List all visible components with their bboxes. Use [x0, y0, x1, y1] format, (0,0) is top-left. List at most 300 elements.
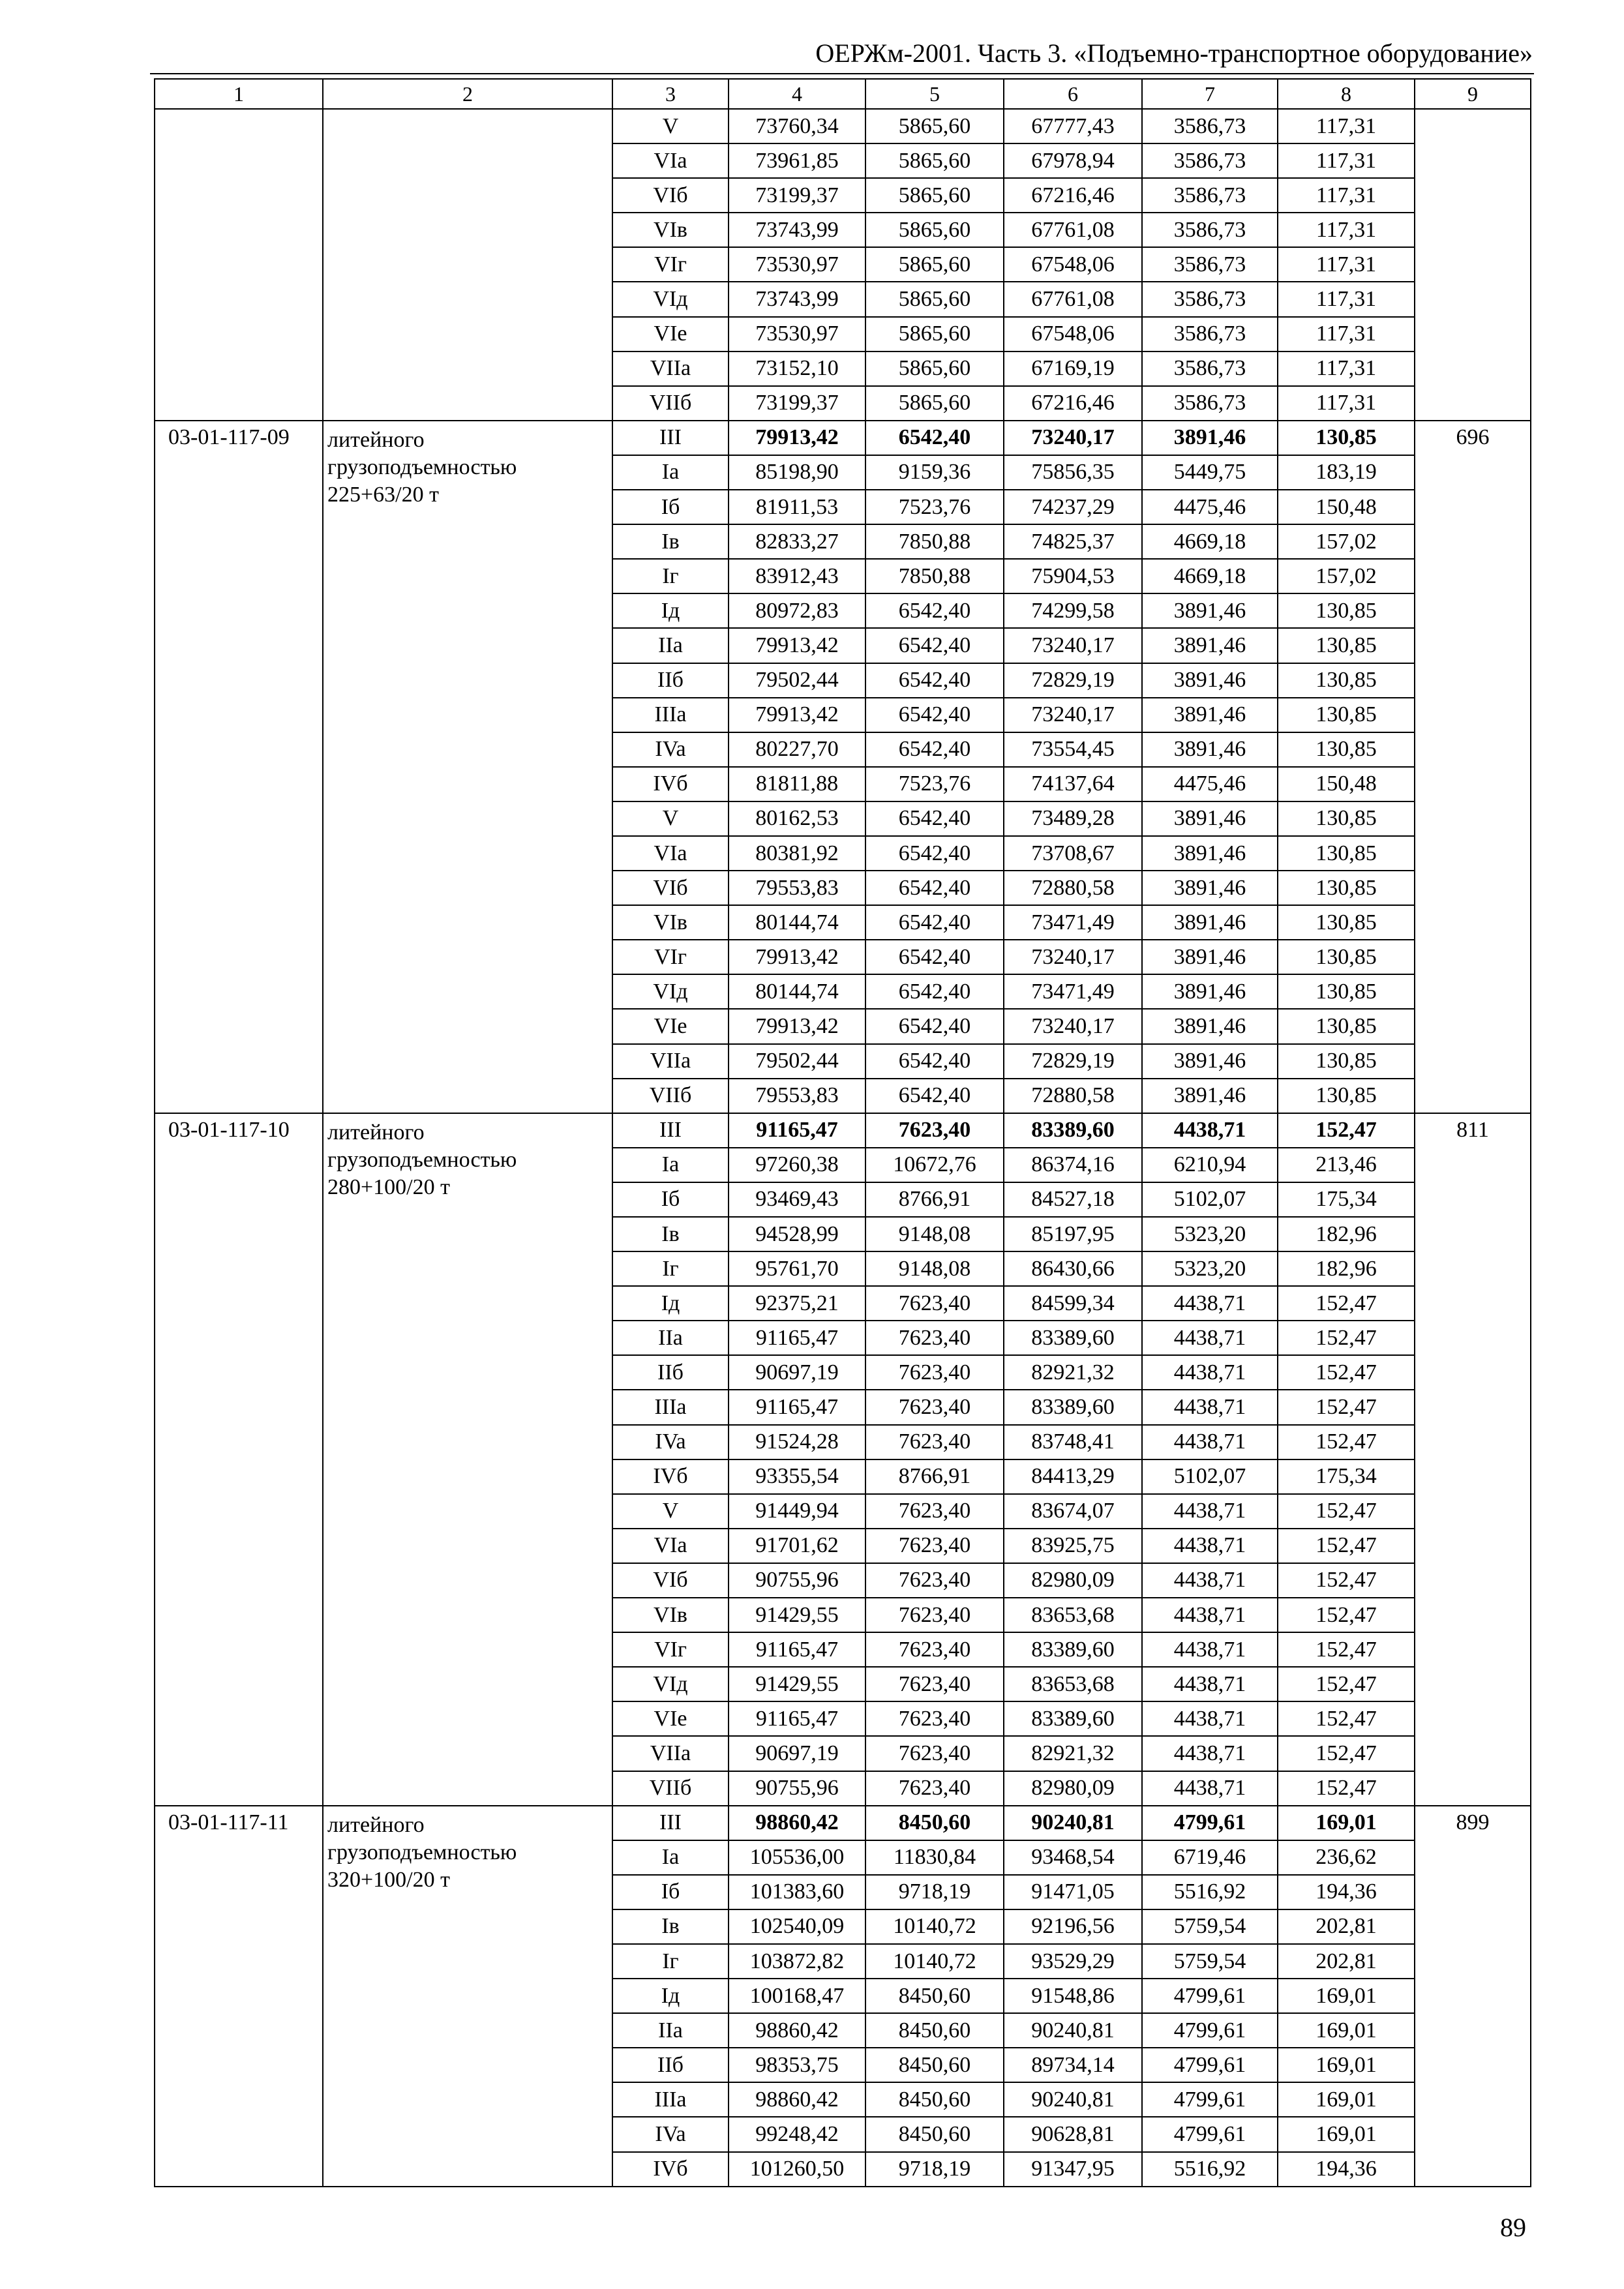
value-cell: 86374,16 [1004, 1148, 1142, 1182]
value-cell: 91429,55 [729, 1598, 865, 1632]
value-cell: 84599,34 [1004, 1286, 1142, 1321]
value-cell: 79913,42 [729, 421, 865, 455]
region-group-cell: IIIa [612, 2082, 729, 2117]
region-group-cell: Ia [612, 455, 729, 490]
value-cell: 79913,42 [729, 940, 865, 974]
value-cell: 3586,73 [1142, 352, 1278, 386]
region-group-cell: VIг [612, 1632, 729, 1667]
value-cell: 4799,61 [1142, 2082, 1278, 2117]
value-cell: 9148,08 [865, 1217, 1004, 1251]
value-cell: 5323,20 [1142, 1217, 1278, 1251]
region-group-cell: Iв [612, 524, 729, 559]
labor-norm-cell [1415, 109, 1531, 421]
value-cell: 6542,40 [865, 593, 1004, 628]
value-cell: 7850,88 [865, 524, 1004, 559]
region-group-cell: Iд [612, 1286, 729, 1321]
region-group-cell: Iв [612, 1217, 729, 1251]
value-cell: 130,85 [1278, 905, 1415, 940]
value-cell: 74237,29 [1004, 490, 1142, 524]
value-cell: 84527,18 [1004, 1182, 1142, 1217]
value-cell: 79913,42 [729, 628, 865, 663]
value-cell: 4475,46 [1142, 767, 1278, 801]
value-cell: 3586,73 [1142, 317, 1278, 352]
value-cell: 91524,28 [729, 1425, 865, 1459]
value-cell: 4438,71 [1142, 1632, 1278, 1667]
value-cell: 73554,45 [1004, 732, 1142, 767]
value-cell: 5865,60 [865, 317, 1004, 352]
region-group-cell: VIв [612, 905, 729, 940]
value-cell: 117,31 [1278, 143, 1415, 178]
value-cell: 74825,37 [1004, 524, 1142, 559]
value-cell: 169,01 [1278, 2048, 1415, 2082]
value-cell: 93355,54 [729, 1459, 865, 1494]
value-cell: 7623,40 [865, 1736, 1004, 1771]
region-group-cell: Iб [612, 1182, 729, 1217]
value-cell: 236,62 [1278, 1840, 1415, 1875]
region-group-cell: IIб [612, 2048, 729, 2082]
value-cell: 73743,99 [729, 282, 865, 316]
value-cell: 72829,19 [1004, 663, 1142, 698]
value-cell: 130,85 [1278, 421, 1415, 455]
region-group-cell: IVб [612, 767, 729, 801]
region-group-cell: VIб [612, 178, 729, 213]
value-cell: 67169,19 [1004, 352, 1142, 386]
value-cell: 73489,28 [1004, 801, 1142, 836]
region-group-cell: V [612, 801, 729, 836]
value-cell: 4438,71 [1142, 1598, 1278, 1632]
value-cell: 90697,19 [729, 1355, 865, 1390]
region-group-cell: Iг [612, 1251, 729, 1286]
value-cell: 83389,60 [1004, 1632, 1142, 1667]
value-cell: 6542,40 [865, 1079, 1004, 1113]
value-cell: 73530,97 [729, 317, 865, 352]
value-cell: 7623,40 [865, 1355, 1004, 1390]
value-cell: 79553,83 [729, 871, 865, 905]
region-group-cell: VIг [612, 247, 729, 282]
value-cell: 3891,46 [1142, 698, 1278, 732]
value-cell: 10672,76 [865, 1148, 1004, 1182]
value-cell: 130,85 [1278, 1079, 1415, 1113]
region-group-cell: IIa [612, 2013, 729, 2048]
region-group-cell: III [612, 1806, 729, 1840]
value-cell: 3586,73 [1142, 386, 1278, 421]
value-cell: 157,02 [1278, 559, 1415, 593]
region-group-cell: IIIa [612, 698, 729, 732]
value-cell: 90755,96 [729, 1563, 865, 1598]
value-cell: 5865,60 [865, 386, 1004, 421]
value-cell: 105536,00 [729, 1840, 865, 1875]
value-cell: 6542,40 [865, 628, 1004, 663]
value-cell: 4438,71 [1142, 1355, 1278, 1390]
value-cell: 7623,40 [865, 1390, 1004, 1424]
region-group-cell: IIб [612, 1355, 729, 1390]
value-cell: 99248,42 [729, 2117, 865, 2151]
value-cell: 83653,68 [1004, 1598, 1142, 1632]
value-cell: 75904,53 [1004, 559, 1142, 593]
value-cell: 90697,19 [729, 1736, 865, 1771]
value-cell: 117,31 [1278, 109, 1415, 143]
value-cell: 3891,46 [1142, 663, 1278, 698]
value-cell: 83674,07 [1004, 1494, 1142, 1529]
value-cell: 4799,61 [1142, 2013, 1278, 2048]
value-cell: 130,85 [1278, 836, 1415, 871]
region-group-cell: IIIa [612, 1390, 729, 1424]
value-cell: 73240,17 [1004, 940, 1142, 974]
region-group-cell: VIe [612, 1701, 729, 1736]
value-cell: 5865,60 [865, 352, 1004, 386]
labor-norm-cell: 899 [1415, 1806, 1531, 2187]
region-group-cell: VIв [612, 1598, 729, 1632]
rate-code-cell: 03-01-117-11 [155, 1806, 323, 2187]
value-cell: 3891,46 [1142, 871, 1278, 905]
value-cell: 91165,47 [729, 1632, 865, 1667]
region-group-cell: IVб [612, 2152, 729, 2187]
value-cell: 5865,60 [865, 247, 1004, 282]
region-group-cell: IVa [612, 1425, 729, 1459]
value-cell: 7623,40 [865, 1563, 1004, 1598]
value-cell: 202,81 [1278, 1909, 1415, 1944]
region-group-cell: V [612, 1494, 729, 1529]
value-cell: 6210,94 [1142, 1148, 1278, 1182]
value-cell: 7623,40 [865, 1494, 1004, 1529]
value-cell: 157,02 [1278, 524, 1415, 559]
value-cell: 81811,88 [729, 767, 865, 801]
value-cell: 89734,14 [1004, 2048, 1142, 2082]
value-cell: 90240,81 [1004, 2082, 1142, 2117]
value-cell: 4438,71 [1142, 1425, 1278, 1459]
region-group-cell: VIe [612, 317, 729, 352]
document-header: ОЕРЖм-2001. Часть 3. «Подъемно-транспортное оборудование» [815, 38, 1533, 68]
value-cell: 79553,83 [729, 1079, 865, 1113]
value-cell: 152,47 [1278, 1355, 1415, 1390]
value-cell: 183,19 [1278, 455, 1415, 490]
value-cell: 9159,36 [865, 455, 1004, 490]
value-cell: 90240,81 [1004, 2013, 1142, 2048]
value-cell: 7623,40 [865, 1425, 1004, 1459]
value-cell: 3891,46 [1142, 732, 1278, 767]
table-body [155, 109, 1531, 2187]
value-cell: 4438,71 [1142, 1286, 1278, 1321]
region-group-cell: VIд [612, 1667, 729, 1701]
value-cell: 91165,47 [729, 1321, 865, 1355]
value-cell: 90628,81 [1004, 2117, 1142, 2151]
region-group-cell: VIe [612, 1009, 729, 1043]
value-cell: 8766,91 [865, 1182, 1004, 1217]
value-cell: 4799,61 [1142, 2117, 1278, 2151]
value-cell: 6542,40 [865, 905, 1004, 940]
value-cell: 91165,47 [729, 1701, 865, 1736]
value-cell: 83389,60 [1004, 1113, 1142, 1148]
price-table [154, 78, 1531, 2187]
value-cell: 10140,72 [865, 1909, 1004, 1944]
column-header: 5 [865, 79, 1004, 109]
value-cell: 67777,43 [1004, 109, 1142, 143]
value-cell: 80144,74 [729, 974, 865, 1009]
region-group-cell: VIг [612, 940, 729, 974]
rate-code-cell: 03-01-117-10 [155, 1113, 323, 1806]
value-cell: 9718,19 [865, 2152, 1004, 2187]
value-cell: 98353,75 [729, 2048, 865, 2082]
value-cell: 4438,71 [1142, 1736, 1278, 1771]
value-cell: 8450,60 [865, 2048, 1004, 2082]
value-cell: 3586,73 [1142, 143, 1278, 178]
value-cell: 93468,54 [1004, 1840, 1142, 1875]
value-cell: 7623,40 [865, 1632, 1004, 1667]
value-cell: 73240,17 [1004, 628, 1142, 663]
value-cell: 130,85 [1278, 628, 1415, 663]
value-cell: 5102,07 [1142, 1459, 1278, 1494]
value-cell: 5516,92 [1142, 1875, 1278, 1909]
value-cell: 73240,17 [1004, 698, 1142, 732]
value-cell: 73199,37 [729, 386, 865, 421]
value-cell: 152,47 [1278, 1425, 1415, 1459]
value-cell: 67216,46 [1004, 386, 1142, 421]
region-group-cell: III [612, 1113, 729, 1148]
region-group-cell: VIIa [612, 1736, 729, 1771]
value-cell: 5865,60 [865, 282, 1004, 316]
value-cell: 102540,09 [729, 1909, 865, 1944]
value-cell: 67216,46 [1004, 178, 1142, 213]
value-cell: 3891,46 [1142, 593, 1278, 628]
value-cell: 182,96 [1278, 1251, 1415, 1286]
equipment-name-cell: литейного грузоподъемностью 320+100/20 т [323, 1806, 612, 2187]
value-cell: 82921,32 [1004, 1736, 1142, 1771]
value-cell: 4438,71 [1142, 1390, 1278, 1424]
region-group-cell: Iв [612, 1909, 729, 1944]
value-cell: 130,85 [1278, 940, 1415, 974]
region-group-cell: VIд [612, 282, 729, 316]
value-cell: 98860,42 [729, 2013, 865, 2048]
value-cell: 80972,83 [729, 593, 865, 628]
value-cell: 6542,40 [865, 1009, 1004, 1043]
column-header: 2 [323, 79, 612, 109]
value-cell: 7623,40 [865, 1701, 1004, 1736]
value-cell: 202,81 [1278, 1944, 1415, 1979]
value-cell: 82921,32 [1004, 1355, 1142, 1390]
region-group-cell: V [612, 109, 729, 143]
value-cell: 8766,91 [865, 1459, 1004, 1494]
value-cell: 8450,60 [865, 2082, 1004, 2117]
value-cell: 8450,60 [865, 1979, 1004, 2013]
value-cell: 7523,76 [865, 490, 1004, 524]
value-cell: 97260,38 [729, 1148, 865, 1182]
value-cell: 73743,99 [729, 213, 865, 247]
value-cell: 74137,64 [1004, 767, 1142, 801]
region-group-cell: IIб [612, 663, 729, 698]
value-cell: 7623,40 [865, 1667, 1004, 1701]
value-cell: 80162,53 [729, 801, 865, 836]
value-cell: 73471,49 [1004, 974, 1142, 1009]
value-cell: 6542,40 [865, 698, 1004, 732]
value-cell: 150,48 [1278, 767, 1415, 801]
value-cell: 152,47 [1278, 1286, 1415, 1321]
value-cell: 6542,40 [865, 836, 1004, 871]
value-cell: 73152,10 [729, 352, 865, 386]
column-header: 1 [155, 79, 323, 109]
value-cell: 117,31 [1278, 352, 1415, 386]
equipment-name-cell: литейного грузоподъемностью 225+63/20 т [323, 421, 612, 1113]
region-group-cell: Iг [612, 559, 729, 593]
value-cell: 3586,73 [1142, 178, 1278, 213]
value-cell: 9718,19 [865, 1875, 1004, 1909]
value-cell: 169,01 [1278, 1979, 1415, 2013]
rate-code-cell: 03-01-117-09 [155, 421, 323, 1113]
value-cell: 130,85 [1278, 974, 1415, 1009]
value-cell: 79502,44 [729, 663, 865, 698]
value-cell: 9148,08 [865, 1251, 1004, 1286]
region-group-cell: VIIa [612, 352, 729, 386]
value-cell: 101260,50 [729, 2152, 865, 2187]
value-cell: 6542,40 [865, 663, 1004, 698]
value-cell: 73530,97 [729, 247, 865, 282]
value-cell: 5449,75 [1142, 455, 1278, 490]
value-cell: 7850,88 [865, 559, 1004, 593]
value-cell: 100168,47 [729, 1979, 865, 2013]
value-cell: 84413,29 [1004, 1459, 1142, 1494]
column-header: 3 [612, 79, 729, 109]
header-rule [150, 73, 1534, 74]
value-cell: 117,31 [1278, 386, 1415, 421]
value-cell: 67548,06 [1004, 247, 1142, 282]
value-cell: 93529,29 [1004, 1944, 1142, 1979]
value-cell: 83912,43 [729, 559, 865, 593]
value-cell: 90240,81 [1004, 1806, 1142, 1840]
value-cell: 130,85 [1278, 1044, 1415, 1079]
value-cell: 3891,46 [1142, 1009, 1278, 1043]
value-cell: 130,85 [1278, 732, 1415, 767]
value-cell: 4438,71 [1142, 1771, 1278, 1806]
region-group-cell: Iд [612, 593, 729, 628]
value-cell: 73240,17 [1004, 421, 1142, 455]
value-cell: 4799,61 [1142, 1979, 1278, 2013]
region-group-cell: Iб [612, 490, 729, 524]
value-cell: 5865,60 [865, 143, 1004, 178]
value-cell: 152,47 [1278, 1529, 1415, 1563]
value-cell: 91548,86 [1004, 1979, 1142, 2013]
value-cell: 152,47 [1278, 1667, 1415, 1701]
value-cell: 4438,71 [1142, 1321, 1278, 1355]
value-cell: 3586,73 [1142, 282, 1278, 316]
value-cell: 11830,84 [865, 1840, 1004, 1875]
value-cell: 79502,44 [729, 1044, 865, 1079]
value-cell: 7623,40 [865, 1598, 1004, 1632]
region-group-cell: VIIб [612, 1079, 729, 1113]
value-cell: 3586,73 [1142, 247, 1278, 282]
value-cell: 5865,60 [865, 178, 1004, 213]
equipment-name-cell [323, 109, 612, 421]
value-cell: 3891,46 [1142, 836, 1278, 871]
value-cell: 130,85 [1278, 698, 1415, 732]
value-cell: 92375,21 [729, 1286, 865, 1321]
value-cell: 152,47 [1278, 1701, 1415, 1736]
value-cell: 175,34 [1278, 1182, 1415, 1217]
value-cell: 152,47 [1278, 1771, 1415, 1806]
value-cell: 73199,37 [729, 178, 865, 213]
value-cell: 5323,20 [1142, 1251, 1278, 1286]
value-cell: 67978,94 [1004, 143, 1142, 178]
region-group-cell: Ia [612, 1148, 729, 1182]
value-cell: 4669,18 [1142, 524, 1278, 559]
value-cell: 6542,40 [865, 1044, 1004, 1079]
value-cell: 152,47 [1278, 1598, 1415, 1632]
value-cell: 130,85 [1278, 1009, 1415, 1043]
value-cell: 83925,75 [1004, 1529, 1142, 1563]
column-header: 9 [1415, 79, 1531, 109]
value-cell: 6542,40 [865, 732, 1004, 767]
value-cell: 95761,70 [729, 1251, 865, 1286]
value-cell: 80144,74 [729, 905, 865, 940]
value-cell: 3586,73 [1142, 109, 1278, 143]
value-cell: 213,46 [1278, 1148, 1415, 1182]
region-group-cell: Iд [612, 1979, 729, 2013]
value-cell: 6542,40 [865, 940, 1004, 974]
value-cell: 8450,60 [865, 2117, 1004, 2151]
value-cell: 117,31 [1278, 282, 1415, 316]
value-cell: 150,48 [1278, 490, 1415, 524]
value-cell: 91701,62 [729, 1529, 865, 1563]
region-group-cell: VIб [612, 871, 729, 905]
value-cell: 92196,56 [1004, 1909, 1142, 1944]
value-cell: 152,47 [1278, 1390, 1415, 1424]
column-header: 8 [1278, 79, 1415, 109]
value-cell: 10140,72 [865, 1944, 1004, 1979]
value-cell: 82833,27 [729, 524, 865, 559]
value-cell: 3891,46 [1142, 1079, 1278, 1113]
value-cell: 152,47 [1278, 1494, 1415, 1529]
column-header: 7 [1142, 79, 1278, 109]
value-cell: 7623,40 [865, 1321, 1004, 1355]
value-cell: 3891,46 [1142, 628, 1278, 663]
region-group-cell: Ia [612, 1840, 729, 1875]
value-cell: 5865,60 [865, 213, 1004, 247]
region-group-cell: VIб [612, 1563, 729, 1598]
value-cell: 79913,42 [729, 698, 865, 732]
value-cell: 4438,71 [1142, 1529, 1278, 1563]
value-cell: 4438,71 [1142, 1701, 1278, 1736]
value-cell: 86430,66 [1004, 1251, 1142, 1286]
region-group-cell: IIa [612, 1321, 729, 1355]
value-cell: 82980,09 [1004, 1771, 1142, 1806]
table-row [155, 1113, 1531, 1148]
value-cell: 8450,60 [865, 2013, 1004, 2048]
value-cell: 85197,95 [1004, 1217, 1142, 1251]
value-cell: 6542,40 [865, 421, 1004, 455]
value-cell: 72880,58 [1004, 1079, 1142, 1113]
value-cell: 194,36 [1278, 2152, 1415, 2187]
value-cell: 67761,08 [1004, 213, 1142, 247]
value-cell: 73471,49 [1004, 905, 1142, 940]
value-cell: 7523,76 [865, 767, 1004, 801]
value-cell: 5102,07 [1142, 1182, 1278, 1217]
value-cell: 3891,46 [1142, 905, 1278, 940]
value-cell: 74299,58 [1004, 593, 1142, 628]
value-cell: 4438,71 [1142, 1113, 1278, 1148]
value-cell: 80227,70 [729, 732, 865, 767]
value-cell: 80381,92 [729, 836, 865, 871]
value-cell: 73708,67 [1004, 836, 1142, 871]
region-group-cell: III [612, 421, 729, 455]
table-row [155, 421, 1531, 455]
value-cell: 4475,46 [1142, 490, 1278, 524]
value-cell: 6719,46 [1142, 1840, 1278, 1875]
table-row [155, 109, 1531, 143]
value-cell: 67761,08 [1004, 282, 1142, 316]
value-cell: 4799,61 [1142, 2048, 1278, 2082]
value-cell: 4669,18 [1142, 559, 1278, 593]
value-cell: 169,01 [1278, 2117, 1415, 2151]
value-cell: 4438,71 [1142, 1667, 1278, 1701]
value-cell: 117,31 [1278, 213, 1415, 247]
